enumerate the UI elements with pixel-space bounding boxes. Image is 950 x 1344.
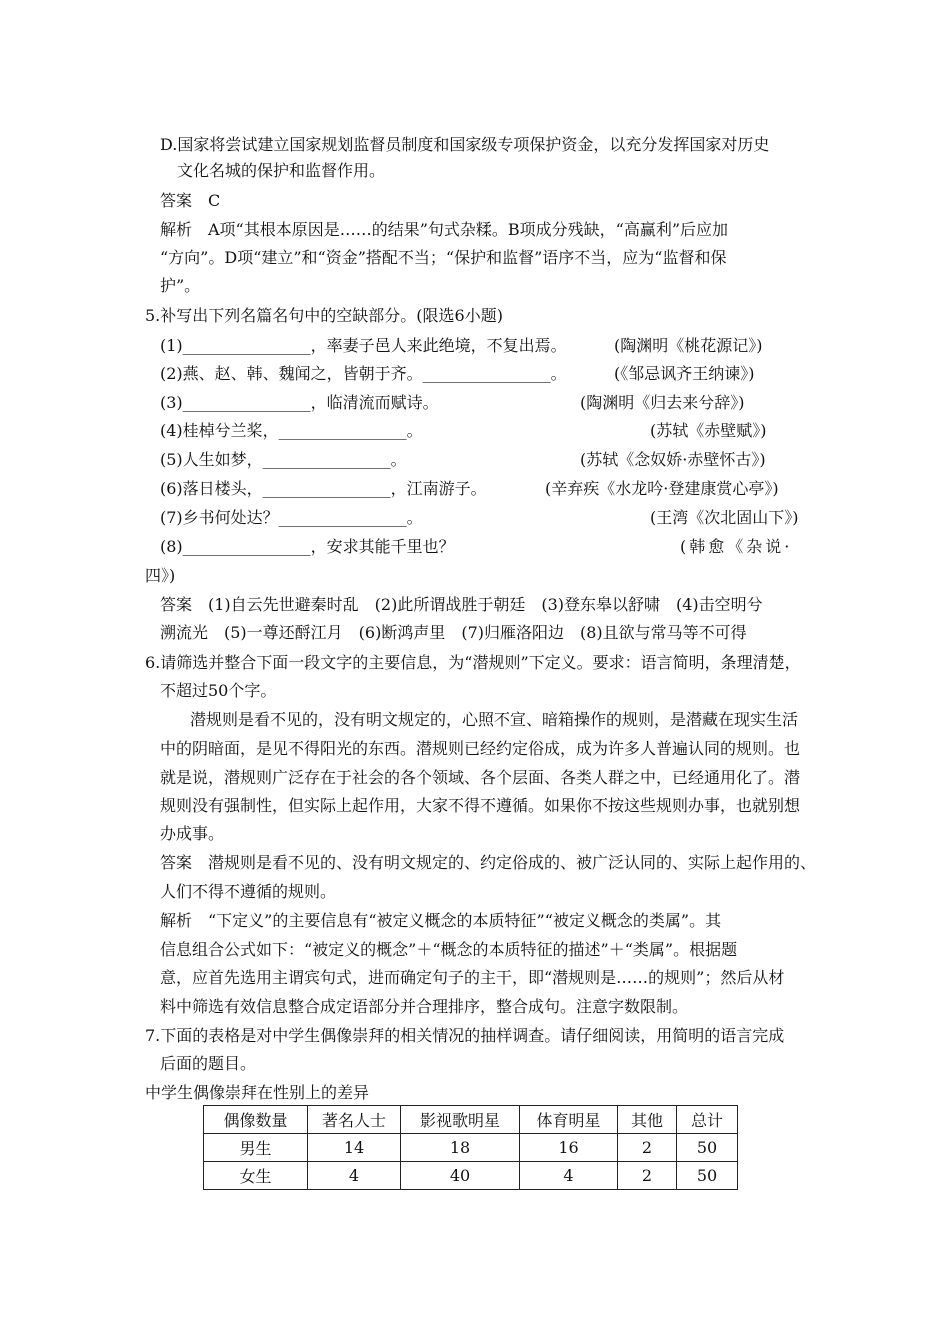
q5-answer-line1: 答案 (1)自云先世避秦时乱 (2)此所谓战胜于朝廷 (3)登东皋以舒啸 (4)击空明兮	[160, 595, 763, 614]
q6-analysis-line: 信息组合公式如下：“被定义的概念”＋“概念的本质特征的描述”＋“类属”。根据题	[160, 940, 738, 959]
q6-passage-line: 潜规则是看不见的，没有明文规定的，心照不宣、暗箱操作的规则，是潜藏在现实生活	[190, 710, 799, 729]
q5-item-source: (陶渊明《归去来兮辞》)	[580, 393, 745, 412]
table-cell: 男生	[204, 1134, 308, 1162]
q6-answer-line2: 人们不得不遵循的规则。	[160, 882, 337, 901]
q7-title-line2: 后面的题目。	[160, 1054, 257, 1073]
q5-item-source: (《邹忌讽齐王纳谏》)	[614, 364, 755, 383]
q5-item-source: (陶渊明《桃花源记》)	[614, 336, 763, 355]
option-d-line2: 文化名城的保护和监督作用。	[177, 161, 386, 180]
q4-analysis-line2: “方向”。D项“建立”和“资金”搭配不当；“保护和监督”语序不当，应为“监督和保	[160, 248, 727, 267]
q5-item-text: (2)燕、赵、韩、魏闻之，皆朝于齐。________________。	[160, 364, 567, 383]
q7-title-line1: 7.下面的表格是对中学生偶像崇拜的相关情况的抽样调查。请仔细阅读，用简明的语言完成	[145, 1026, 785, 1045]
q6-passage-line: 就是说，潜规则广泛存在于社会的各个领域、各个层面、各类人群之中，已经通用化了。潜	[160, 768, 801, 787]
table-header-cell: 偶像数量	[204, 1106, 308, 1134]
table-header-cell: 著名人士	[308, 1106, 401, 1134]
q6-passage-line: 中的阴暗面，是见不得阳光的东西。潜规则已经约定俗成，成为许多人普遍认同的规则。也	[160, 739, 801, 758]
q5-item-source: (苏轼《念奴娇·赤壁怀古》)	[580, 450, 766, 469]
table-row	[204, 1162, 738, 1190]
q6-title-line1: 6.请筛选并整合下面一段文字的主要信息，为“潜规则”下定义。要求：语言简明，条理清楚，	[145, 653, 801, 672]
table-header-cell: 影视歌明星	[401, 1106, 520, 1134]
table-cell: 50	[677, 1162, 738, 1190]
q5-item-text: (7)乡书何处达？________________。	[160, 508, 423, 527]
q5-item-text: (4)桂棹兮兰桨，________________。	[160, 421, 423, 440]
table-cell: 2	[618, 1162, 677, 1190]
q5-item-source: (苏轼《赤壁赋》)	[650, 421, 767, 440]
q5-item-text: (8)________________，安求其能千里也？	[160, 537, 455, 556]
q6-answer-line1: 答案 潜规则是看不见的、没有明文规定的、约定俗成的、被广泛认同的、实际上起作用的、	[160, 853, 817, 872]
q5-item-text: (1)________________，率妻子邑人来此绝境，不复出焉。	[160, 336, 567, 355]
q5-item-text: (6)落日楼头，________________，江南游子。	[160, 479, 487, 498]
table-header-cell: 体育明星	[520, 1106, 618, 1134]
table-cell: 18	[401, 1134, 520, 1162]
table-header-cell: 总计	[677, 1106, 738, 1134]
q5-item-text: (3)________________，临清流而赋诗。	[160, 393, 439, 412]
q4-analysis-line1: 解析 A项“其根本原因是……的结果”句式杂糅。B项成分残缺，“高赢利”后应加	[160, 220, 729, 239]
q6-title-line2: 不超过50个字。	[160, 681, 277, 700]
table-caption: 中学生偶像崇拜在性别上的差异	[145, 1083, 370, 1102]
q6-analysis-line: 解析 “下定义”的主要信息有“被定义概念的本质特征”“被定义概念的类属”。其	[160, 911, 722, 930]
q6-analysis-line: 料中筛选有效信息整合成定语部分并合理排序，整合成句。注意字数限制。	[160, 997, 689, 1016]
q6-passage-line: 规则没有强制性，但实际上起作用，大家不得不遵循。如果你不按这些规则办事，也就别想	[160, 796, 801, 815]
table-cell: 50	[677, 1134, 738, 1162]
q5-item-source: (王湾《次北固山下》)	[650, 508, 799, 527]
table-cell: 16	[520, 1134, 618, 1162]
q4-analysis-line3: 护”。	[160, 276, 201, 295]
q6-passage-line: 办成事。	[160, 824, 225, 843]
q5-answer-line2: 溯流光 (5)一尊还酹江月 (6)断鸿声里 (7)归雁洛阳边 (8)且欲与常马等不可得	[160, 623, 747, 642]
q5-item-text: (5)人生如梦，________________。	[160, 450, 407, 469]
option-d-line1: D.国家将尝试建立国家规划监督员制度和国家级专项保护资金，以充分发挥国家对历史	[160, 135, 770, 154]
table-cell: 女生	[204, 1162, 308, 1190]
table-cell: 4	[520, 1162, 618, 1190]
table-cell: 40	[401, 1162, 520, 1190]
table-cell: 4	[308, 1162, 401, 1190]
q5-item-source: (辛弃疾《水龙吟·登建康赏心亭》)	[545, 479, 779, 498]
survey-table	[203, 1105, 738, 1190]
q5-item-source: (韩愈《杂说·	[680, 537, 793, 556]
table-cell: 2	[618, 1134, 677, 1162]
q5-title: 5.补写出下列名篇名句中的空缺部分。(限选6小题)	[145, 306, 503, 325]
q6-analysis-line: 意，应首先选用主谓宾句式，进而确定句子的主干，即“潜规则是……的规则”；然后从材	[160, 968, 785, 987]
table-row	[204, 1134, 738, 1162]
q5-item8-tail: 四》)	[145, 566, 176, 585]
table-header-row	[204, 1106, 738, 1134]
table-cell: 14	[308, 1134, 401, 1162]
table-header-cell: 其他	[618, 1106, 677, 1134]
q4-answer: 答案 C	[160, 191, 221, 210]
